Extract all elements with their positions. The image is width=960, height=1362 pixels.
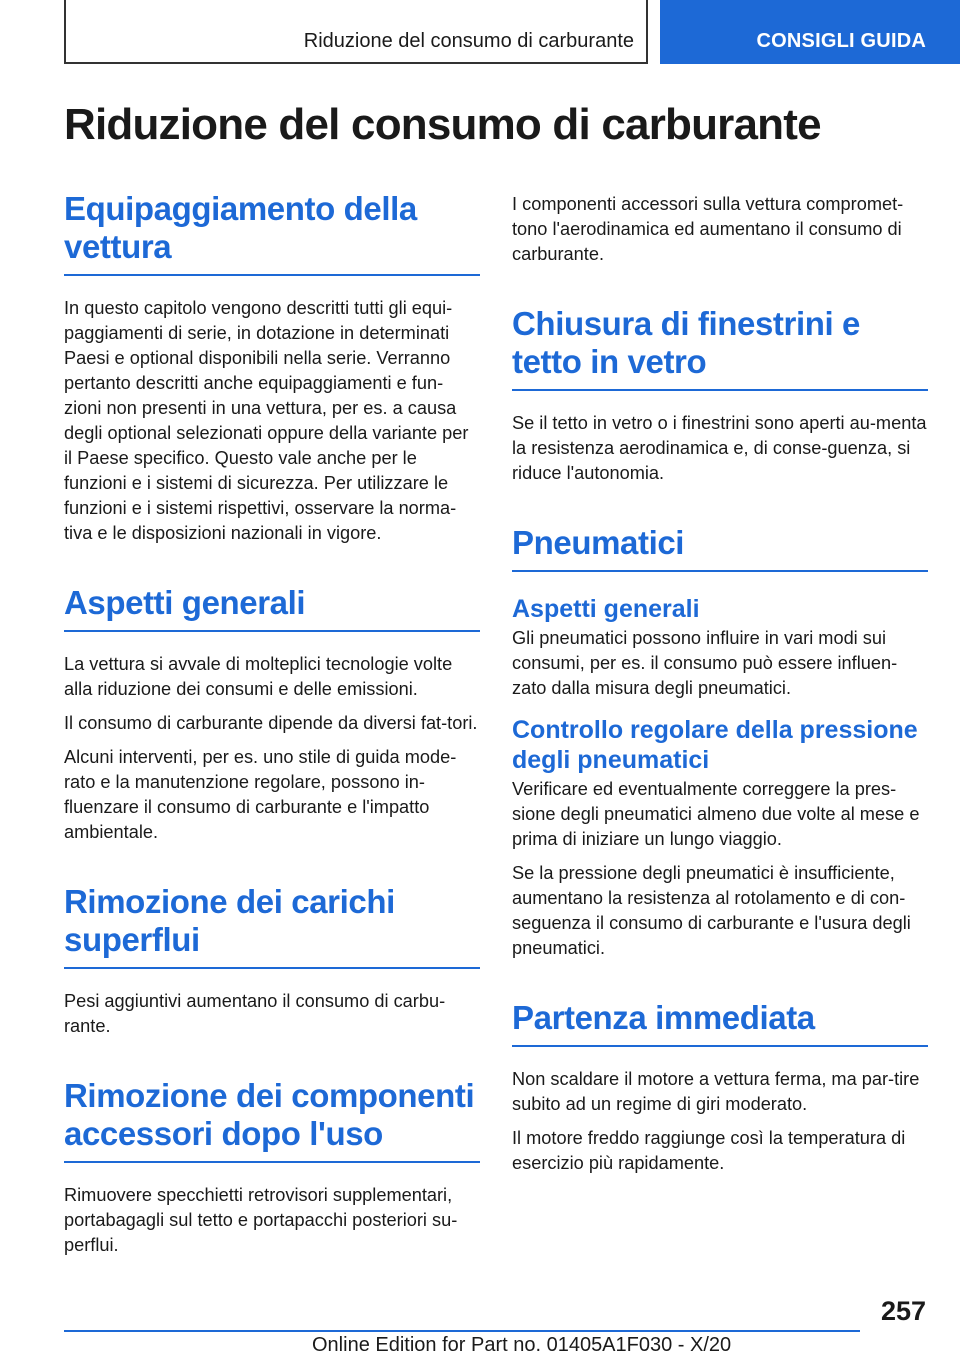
edition-footer: Online Edition for Part no. 01405A1F030 - X/20 [312,1334,732,1356]
header-chapter-label: CONSIGLI GUIDA [756,30,926,52]
paragraph: Gli pneumatici possono influire in vari modi sui consumi, per es. il consumo può essere influen-zato dalla misura degli pneumatici. [512,628,898,698]
paragraph: Pesi aggiuntivi aumentano il consumo di carbu-rante. [64,991,446,1036]
left-column [64,190,480,1258]
paragraph: I componenti accessori sulla vettura compromet-tono l'aerodinamica ed aumentano il consumo di carburante. [512,194,904,264]
page-number: 257 [880,1296,926,1326]
paragraph: In questo capitolo vengono descritti tutti gli equi-paggiamenti di serie, in dotazione in determinati Paesi e optional disponibili nella serie. Verranno pertanto descritti anche equipaggiamenti e fun-zioni non presenti in una vettura, per es. a causa degli optional selezionati oppure della variante per il Paese specifico. Questo vale anche per le funzioni e i sistemi di sicurezza. Per utilizzare le funzioni e i sistemi rispettivi, osservare la norma-tiva e le disposizioni nazionali in vigore. [64,298,469,543]
section-heading-rimozione-carichi: Rimozione dei carichi superflui [64,883,480,969]
subsection-heading-aspetti-generali: Aspetti generali [512,595,700,623]
section-heading-partenza-immediata: Partenza immediata [512,999,928,1047]
section-heading-pneumatici: Pneumatici [512,524,928,572]
right-column [512,192,928,1176]
section-heading-chiusura-finestrini: Chiusura di finestrini e tetto in vetro [512,305,928,391]
paragraph: Rimuovere specchietti retrovisori supplementari, portabagagli sul tetto e portapacchi posteriori su-perflui. [64,1185,458,1255]
paragraph: Il motore freddo raggiunge così la temperatura di esercizio più rapidamente. [512,1128,906,1173]
footer-divider [64,1330,860,1332]
page-title: Riduzione del consumo di carburante [64,100,821,149]
paragraph: La vettura si avvale di molteplici tecnologie volte alla riduzione dei consumi e delle emissioni. [64,654,453,699]
subsection-heading-controllo-pressione: Controllo regolare della pressione degli pneumatici [512,716,918,774]
paragraph: Se la pressione degli pneumatici è insufficiente, aumentano la resistenza al rotolamento e di con-seguenza il consumo di carburante e l'usura degli pneumatici. [512,863,911,958]
section-heading-equipaggiamento: Equipaggiamento della vettura [64,190,480,276]
paragraph: Alcuni interventi, per es. uno stile di guida mode-rato e la manutenzione regolare, possono in-fluenzare il consumo di carburante e l'impatto ambientale. [64,747,457,842]
paragraph: Non scaldare il motore a vettura ferma, ma par-tire subito ad un regime di giri moderato. [512,1069,920,1114]
header-section-box [64,0,648,64]
paragraph: Se il tetto in vetro o i finestrini sono aperti au-menta la resistenza aerodinamica e, di conse-guenza, si riduce l'autonomia. [512,413,927,483]
paragraph: Il consumo di carburante dipende da diversi fat-tori. [64,713,478,733]
section-heading-aspetti-generali: Aspetti generali [64,584,480,632]
paragraph: Verificare ed eventualmente correggere la pres-sione degli pneumatici almeno due volte al mese e prima di iniziare un lungo viaggio. [512,779,920,849]
section-heading-rimozione-componenti: Rimozione dei componenti accessori dopo l'uso [64,1077,480,1163]
header-section-title: Riduzione del consumo di carburante [303,30,634,52]
header-chapter-tab [660,0,960,64]
